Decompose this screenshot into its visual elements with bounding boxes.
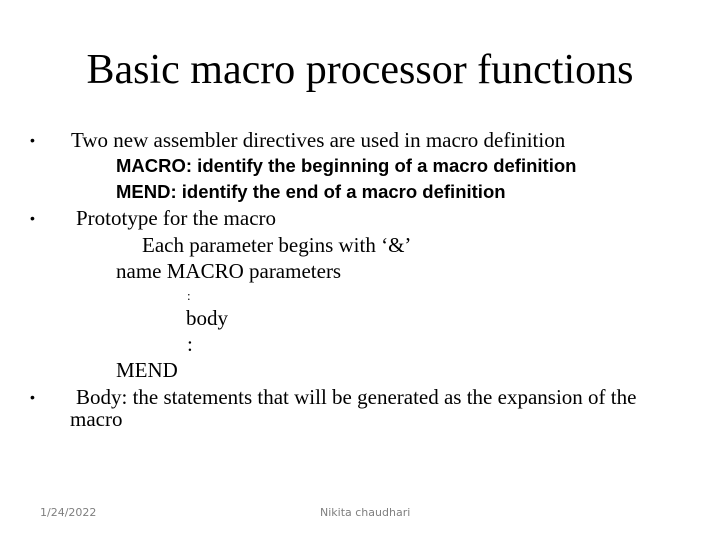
prototype-colon-1: : [187, 288, 191, 303]
bullet-3-text-line-2: macro [70, 407, 123, 431]
prototype-mend: MEND [116, 358, 178, 382]
bullet-3-text-line-1: Body: the statements that will be generated as the expansion of the [76, 385, 637, 409]
bullet-1-text: Two new assembler directives are used in macro definition [71, 128, 566, 152]
bullet-1-sub-2: MEND: identify the end of a macro definition [116, 181, 506, 202]
bullet-marker-3: • [30, 389, 35, 405]
bullet-2-sub-2: name MACRO parameters [116, 259, 342, 283]
bullet-marker-2: • [30, 210, 35, 226]
prototype-colon-2: : [187, 332, 193, 356]
slide-title: Basic macro processor functions [86, 47, 634, 93]
bullet-2-sub-1: Each parameter begins with ‘&’ [142, 233, 412, 257]
bullet-2-text: Prototype for the macro [76, 206, 277, 230]
prototype-body: body [186, 306, 228, 330]
footer-date: 1/24/2022 [40, 506, 97, 519]
footer-author: Nikita chaudhari [320, 506, 411, 519]
bullet-marker-1: • [30, 132, 35, 148]
bullet-1-sub-1: MACRO: identify the beginning of a macro definition [116, 155, 577, 176]
